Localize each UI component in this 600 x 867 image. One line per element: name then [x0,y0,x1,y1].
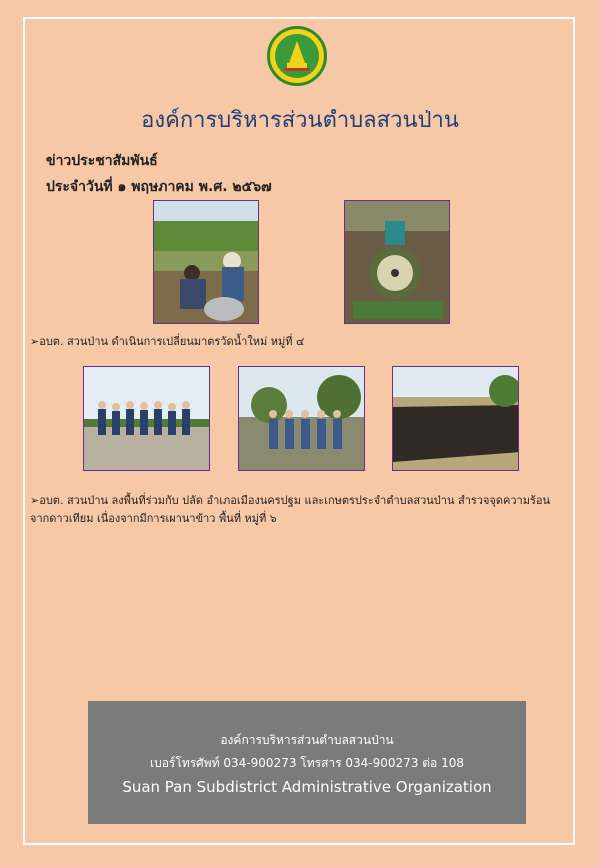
photo-burnt-field [392,366,519,471]
seal-icon [270,29,324,83]
footer-english-name: Suan Pan Subdistrict Administrative Organization [122,778,492,796]
news-caption-2: ➢อบต. สวนป่าน ลงพื้นที่ร่วมกับ ปลัด อำเภอเมืองนครปฐม และเกษตรประจำตำบลสวนป่าน สำรวจจุดความร้อนจากดาวเทียม เนื่องจากมีการเผานาข้าว พื้นที่ หมู่ที่ ๖ [30,494,550,525]
footer-box [88,701,526,824]
news-subtitle: ข่าวประชาสัมพันธ์ [46,153,158,169]
news-date: ประจำวันที่ ๑ พฤษภาคม พ.ศ. ๒๕๖๗ [46,179,272,195]
photo-team-field-1 [83,366,210,471]
footer-org-name: องค์การบริหารส่วนตำบลสวนป่าน [220,733,394,747]
photo-team-field-2 [238,366,365,471]
org-title: องค์การบริหารส่วนตำบลสวนป่าน [141,108,459,133]
photo-water-meter [344,200,450,324]
photo-meter-workers [153,200,259,324]
footer-contact: เบอร์โทรศัพท์ 034-900273 โทรสาร 034-900273 ต่อ 108 [150,756,464,770]
news-caption-1: ➢อบต. สวนป่าน ดำเนินการเปลี่ยนมาตรวัดน้ำใหม่ หมู่ที่ ๔ [30,335,305,348]
organization-seal-logo [267,26,327,86]
